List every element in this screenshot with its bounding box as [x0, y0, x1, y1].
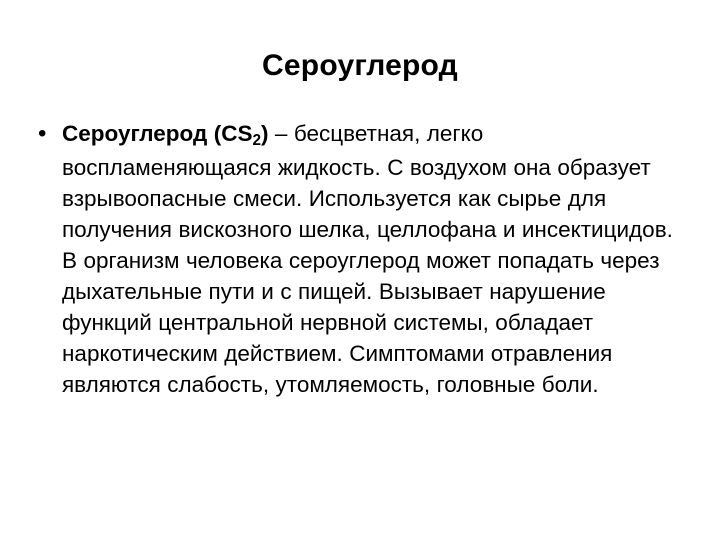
formula-close-paren: ) — [260, 121, 269, 146]
list-item-text — [62, 118, 694, 400]
description-text: – бесцветная, легко воспламеняющаяся жидкость. С воздухом она образует взрывоопасные смеси. Используется как сырье для получения вискозного шелка, целлофана и инсектицидов. В организм человека сероуглерод может попадать через дыхательные пути и с пищей. Вызывает нарушение функций центральной нервной системы, обладает наркотическим действием. Симптомами отравления являются слабость, утомляемость, головные боли. — [62, 121, 673, 397]
compound-name: Сероуглерод (CS — [62, 121, 253, 146]
bullet-icon: • — [38, 120, 47, 147]
formula-subscript: 2 — [252, 132, 261, 150]
slide-body — [34, 118, 694, 400]
list-item — [34, 118, 694, 400]
page-title: Сероуглерод — [262, 49, 458, 82]
